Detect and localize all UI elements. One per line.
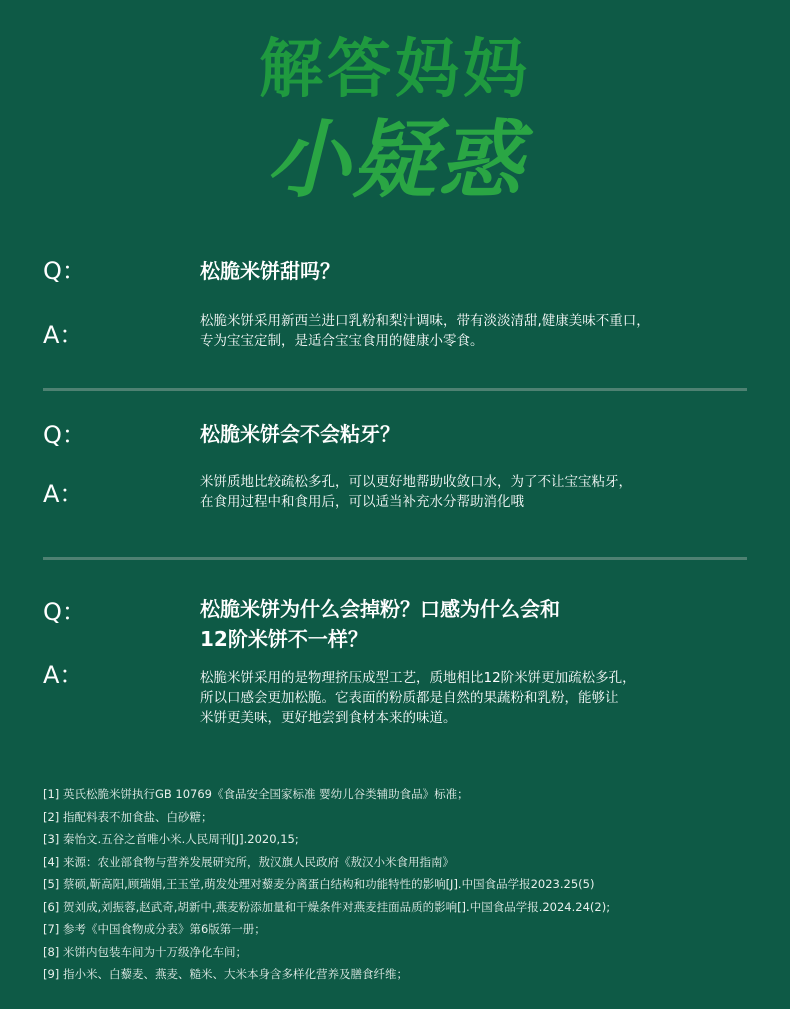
faq-answer [200, 472, 760, 512]
a-label: A： [43, 661, 84, 689]
answer-line: 专为宝宝定制，是适合宝宝食用的健康小零食。 [200, 333, 484, 349]
faq-answer [200, 311, 760, 351]
reference-item: [7] 参考《中国食物成分表》第6版第一册； [43, 922, 266, 936]
divider [43, 557, 747, 560]
reference-item: [9] 指小米、白藜麦、燕麦、糙米、大米本身含多样化营养及膳食纤维； [43, 967, 408, 981]
answer-line: 米饼更美味，更好地尝到食材本来的味道。 [200, 710, 457, 726]
faq-question [200, 419, 760, 449]
q-label: Q： [43, 598, 86, 626]
reference-item: [8] 米饼内包装车间为十万级净化车间； [43, 944, 247, 959]
reference-item: [3] 秦怡文.五谷之首唯小米.人民周刊[J].2020,15; [43, 832, 299, 846]
reference-item: [5] 蔡硕,靳高阳,顾瑞娟,王玉堂,萌发处理对藜麦分离蛋白结构和功能特性的影响[J].中国食品学报2023.25(5) [43, 877, 595, 891]
faq-answer [200, 668, 760, 728]
divider [43, 388, 747, 391]
question-line: 松脆米饼甜吗？ [200, 259, 340, 283]
reference-item: [6] 贺刘成,刘振蓉,赵武奇,胡新中,燕麦粉添加量和干燥条件对燕麦挂面品质的影响[].中国食品学报.2024.24(2); [43, 899, 611, 914]
answer-line: 松脆米饼采用新西兰进口乳粉和梨汁调味，带有淡淡清甜,健康美味不重口， [200, 313, 650, 329]
title-line-1: 解答妈妈 [259, 33, 531, 107]
title-line-2: 小疑惑 [265, 111, 524, 209]
reference-item: [2] 指配料表不加食盐、白砂糖； [43, 809, 213, 824]
reference-item: [4] 来源：农业部食物与营养发展研究所，敖汉旗人民政府《敖汉小米食用指南》 [43, 854, 454, 869]
question-line: 松脆米饼会不会粘牙？ [200, 422, 400, 446]
reference-item: [1] 英氏松脆米饼执行GB 10769《食品安全国家标准 婴幼儿谷类辅助食品》标准； [43, 787, 469, 801]
answer-line: 米饼质地比较疏松多孔，可以更好地帮助收敛口水，为了不让宝宝粘牙， [200, 474, 632, 490]
question-line: 松脆米饼为什么会掉粉？口感为什么会和 [200, 597, 560, 621]
a-label: A： [43, 480, 84, 508]
a-label: A： [43, 321, 84, 349]
faq-question [200, 256, 760, 286]
q-label: Q： [43, 421, 86, 449]
answer-line: 在食用过程中和食用后，可以适当补充水分帮助消化哦 [200, 494, 524, 510]
q-label: Q： [43, 257, 86, 285]
references [43, 783, 763, 986]
question-line: 12阶米饼不一样？ [200, 627, 368, 651]
answer-line: 松脆米饼采用的是物理挤压成型工艺，质地相比12阶米饼更加疏松多孔， [200, 670, 636, 686]
answer-line: 所以口感会更加松脆。它表面的粉质都是自然的果蔬粉和乳粉，能够让 [200, 690, 619, 706]
faq-question [200, 594, 760, 654]
